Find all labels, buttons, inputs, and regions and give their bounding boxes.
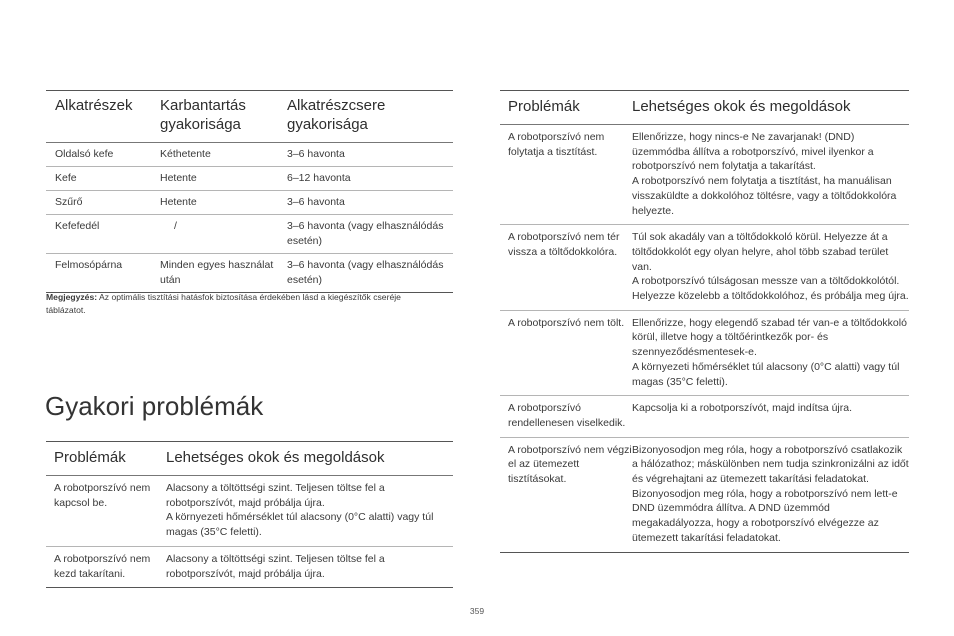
table-row [500,437,909,552]
header-problems: Problémák [508,98,580,115]
solution-text: Kapcsolja ki a robotporszívót, majd indítsa újra. [632,402,853,415]
parts-table-header [46,91,453,143]
header-parts: Alkatrészek [55,97,133,114]
table-row [500,310,909,396]
note-text: Az optimális tisztítási hatásfok biztosítása érdekében lásd a kiegészítők cseréje táblázatot. [46,292,401,315]
problems-table-left [46,441,453,588]
replacement-frequency: 3–6 havonta [287,148,345,160]
table-row [500,396,909,437]
problems-table-header [500,91,909,125]
maintenance-frequency: Hetente [160,196,197,208]
table-row [46,254,453,293]
solution-text: Ellenőrizze, hogy nincs-e Ne zavarjanak! (DND) üzemmódba állítva a robotporszívó, mivel ilyenkor a robotporszívó nem folytatja a takarítást. A robotporszívó nem folytatja a tisztítást, ha manuálisan visszaküldte a dokkolóhoz töltésre, vagy a töltődokkolóra helyezte. [632,131,897,217]
problem-text: A robotporszívó nem kezd takarítani. [54,552,151,580]
problem-text: A robotporszívó nem folytatja a tisztítást. [508,131,605,158]
header-maintenance-frequency: Karbantartás gyakorisága [160,97,246,133]
table-row [46,215,453,254]
page-number: 359 [469,606,485,616]
problem-text: A robotporszívó nem kapcsol be. [54,482,151,509]
solution-text: Túl sok akadály van a töltődokkoló körül. Helyezze át a töltődokkolót egy olyan helyre, ahol több szabad terület van. A robotporszívó túlságosan messze van a töltődokkolótól. Helyezze közelebb a töltődokkolóhoz, és próbálja meg újra. [632,231,909,303]
table-row [46,191,453,215]
table-row [500,225,909,311]
parts-note [46,291,406,317]
problems-table-header [46,442,453,476]
table-row [46,143,453,167]
part-name: Felmosópárna [55,259,123,271]
replacement-frequency: 3–6 havonta (vagy elhasználódás esetén) [287,220,444,247]
part-name: Kefefedél [55,220,100,232]
header-causes-solutions: Lehetséges okok és megoldások [632,98,851,115]
solution-text: Bizonyosodjon meg róla, hogy a robotporszívó csatlakozik a hálózathoz; máskülönben nem tudja szinkronizálni az időt és végrehajtani az ütemezett takarítási feladatokat. Bizonyosodjon meg róla, hogy a robotporszívó nem lett-e DND üzemmódra állítva. A DND üzemmód megakadályozza, hogy a robotporszívó elvégezze az ütemezett takarítási feladatokat. [632,443,909,544]
parts-maintenance-table [46,90,453,293]
solution-text: Alacsony a töltöttségi szint. Teljesen töltse fel a robotporszívót, majd próbálja újra. [166,552,385,580]
replacement-frequency: 3–6 havonta [287,196,345,208]
section-title: Gyakori problémák [45,391,264,421]
maintenance-frequency: Minden egyes használat után [160,259,274,286]
part-name: Oldalsó kefe [55,148,114,160]
part-name: Kefe [55,172,77,184]
note-label: Megjegyzés: [46,292,98,302]
problem-text: A robotporszívó nem végzi el az ütemezett tisztításokat. [508,443,632,486]
maintenance-frequency: / [174,220,177,232]
problem-text: A robotporszívó nem tér vissza a töltődokkolóra. [508,231,620,258]
solution-text: Alacsony a töltöttségi szint. Teljesen töltse fel a robotporszívót, majd próbálja újra. A környezeti hőmérséklet túl alacsony (0°C alatti) vagy túl magas (35°C feletti). [166,482,434,539]
solution-text: Ellenőrizze, hogy elegendő szabad tér van-e a töltődokkoló körül, illetve hogy a töltőérintkezők por- és szennyeződésmentesek-e. A környezeti hőmérséklet túl alacsony (0°C alatti) vagy túl magas (35°C feletti). [632,316,907,388]
maintenance-frequency: Kéthetente [160,148,211,160]
header-problems: Problémák [54,449,126,466]
problem-text: A robotporszívó rendellenesen viselkedik. [508,402,626,429]
header-replacement-frequency: Alkatrészcsere gyakorisága [287,97,386,133]
table-row [46,167,453,191]
replacement-frequency: 6–12 havonta [287,172,351,184]
header-causes-solutions: Lehetséges okok és megoldások [166,449,385,466]
replacement-frequency: 3–6 havonta (vagy elhasználódás esetén) [287,259,444,286]
maintenance-frequency: Hetente [160,172,197,184]
part-name: Szűrő [55,196,83,208]
table-row [46,476,453,547]
problems-table-right [500,90,909,553]
table-row [500,125,909,225]
table-row [46,546,453,587]
problem-text: A robotporszívó nem tölt. [508,316,625,329]
